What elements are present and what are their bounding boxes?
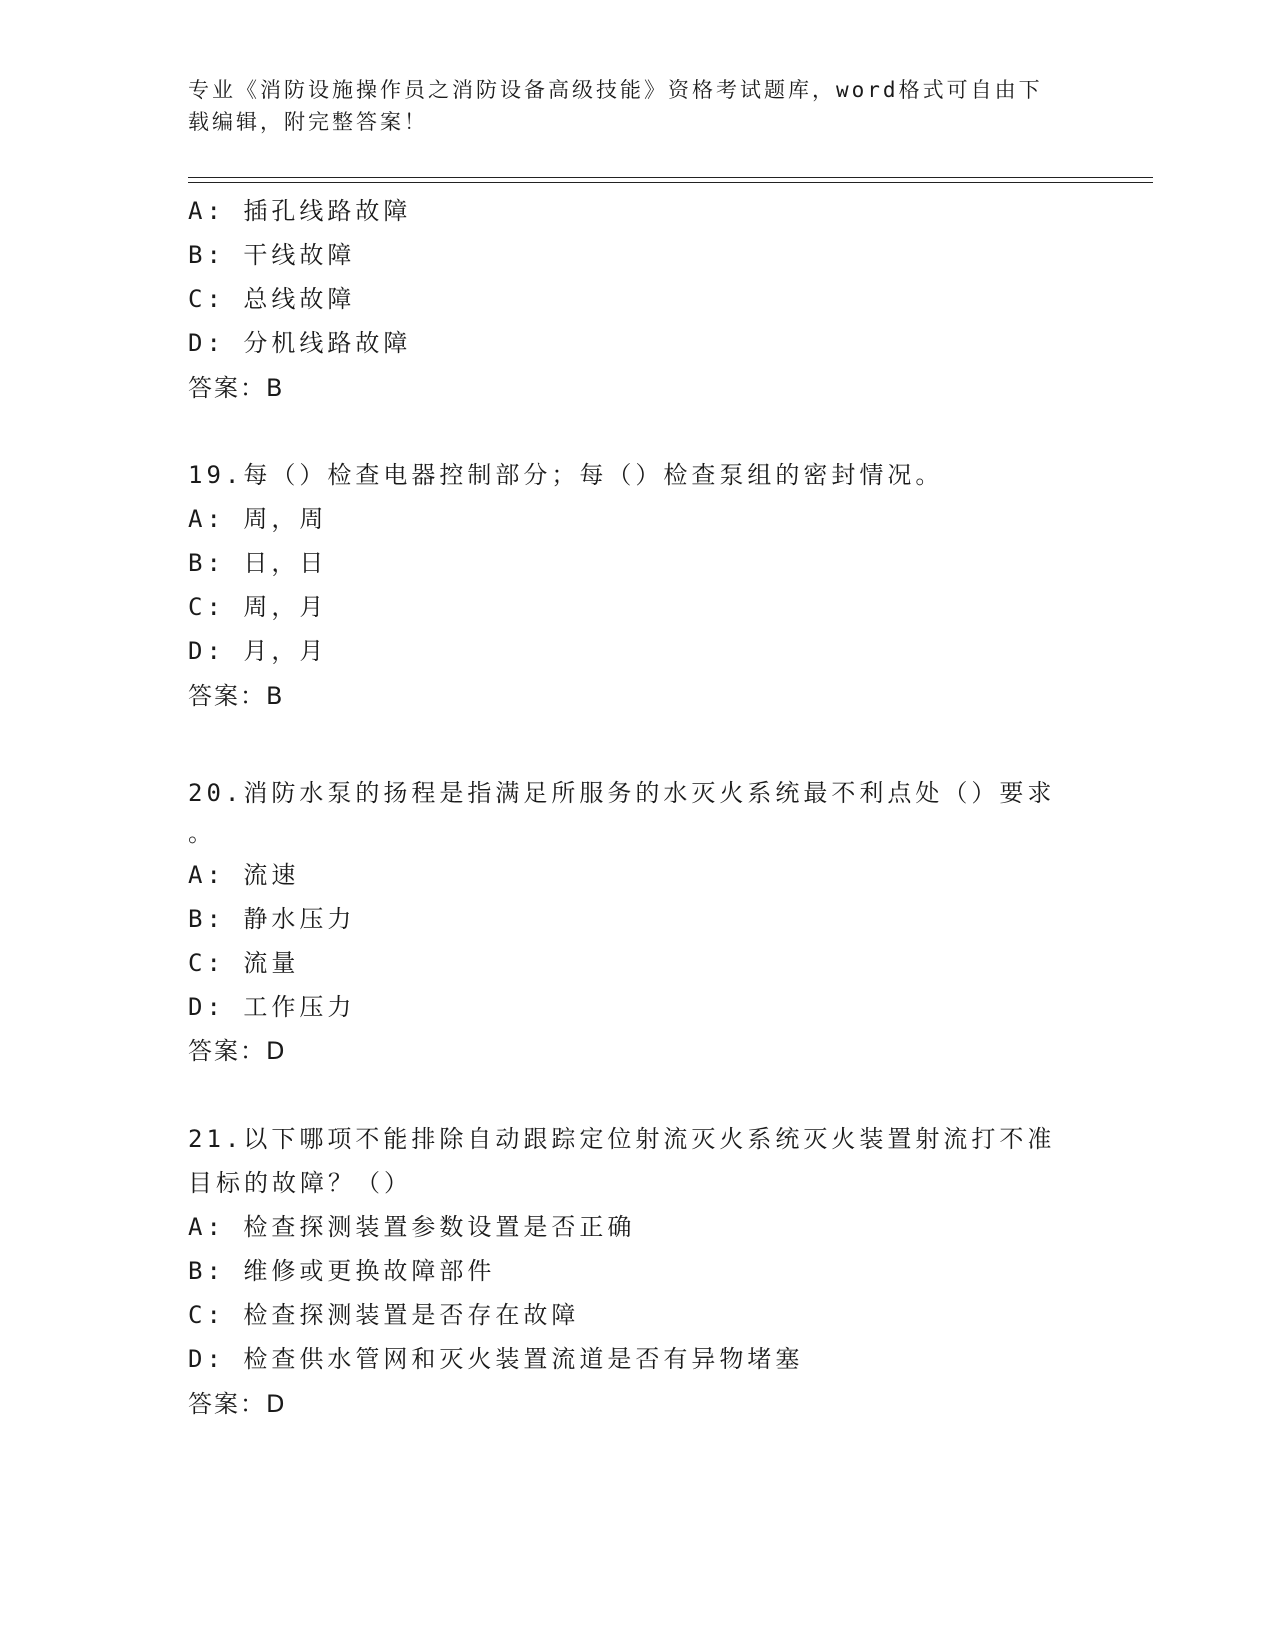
- q20-option-a: A: 流速: [188, 861, 300, 889]
- prev-option-d: D: 分机线路故障: [188, 329, 412, 357]
- q21-option-d: D: 检查供水管网和灭火装置流道是否有异物堵塞: [188, 1345, 804, 1373]
- q21-text-line-2: 目标的故障？（）: [188, 1169, 412, 1197]
- q21-option-b: B: 维修或更换故障部件: [188, 1257, 496, 1285]
- q21-text-line-1: 21.以下哪项不能排除自动跟踪定位射流灭火系统灭火装置射流打不准: [188, 1125, 1056, 1153]
- q20-answer: 答案：D: [188, 1037, 287, 1065]
- q20-text-line-2: 。: [188, 819, 216, 847]
- header-divider-bottom: [188, 182, 1153, 183]
- q20-option-b: B: 静水压力: [188, 905, 356, 933]
- q19-text: 19.每（）检查电器控制部分；每（）检查泵组的密封情况。: [188, 461, 944, 489]
- q20-option-c: C: 流量: [188, 949, 300, 977]
- q21-answer: 答案：D: [188, 1390, 287, 1418]
- q20-option-d: D: 工作压力: [188, 993, 356, 1021]
- header-line-1: 专业《消防设施操作员之消防设备高级技能》资格考试题库，word格式可自由下: [188, 78, 1043, 102]
- document-header: [188, 74, 1058, 138]
- q19-option-b: B: 日，日: [188, 549, 328, 577]
- prev-option-a: A: 插孔线路故障: [188, 197, 412, 225]
- prev-option-b: B: 干线故障: [188, 241, 356, 269]
- q19-option-d: D: 月，月: [188, 637, 328, 665]
- prev-option-c: C: 总线故障: [188, 285, 356, 313]
- prev-answer: 答案：B: [188, 374, 285, 402]
- q19-option-c: C: 周，月: [188, 593, 328, 621]
- q19-answer: 答案：B: [188, 682, 285, 710]
- q19-option-a: A: 周，周: [188, 505, 328, 533]
- header-line-2: 载编辑，附完整答案！: [188, 110, 428, 134]
- header-divider-top: [188, 177, 1153, 178]
- q21-option-a: A: 检查探测装置参数设置是否正确: [188, 1213, 636, 1241]
- q21-option-c: C: 检查探测装置是否存在故障: [188, 1301, 580, 1329]
- q20-text-line-1: 20.消防水泵的扬程是指满足所服务的水灭火系统最不利点处（）要求: [188, 779, 1056, 807]
